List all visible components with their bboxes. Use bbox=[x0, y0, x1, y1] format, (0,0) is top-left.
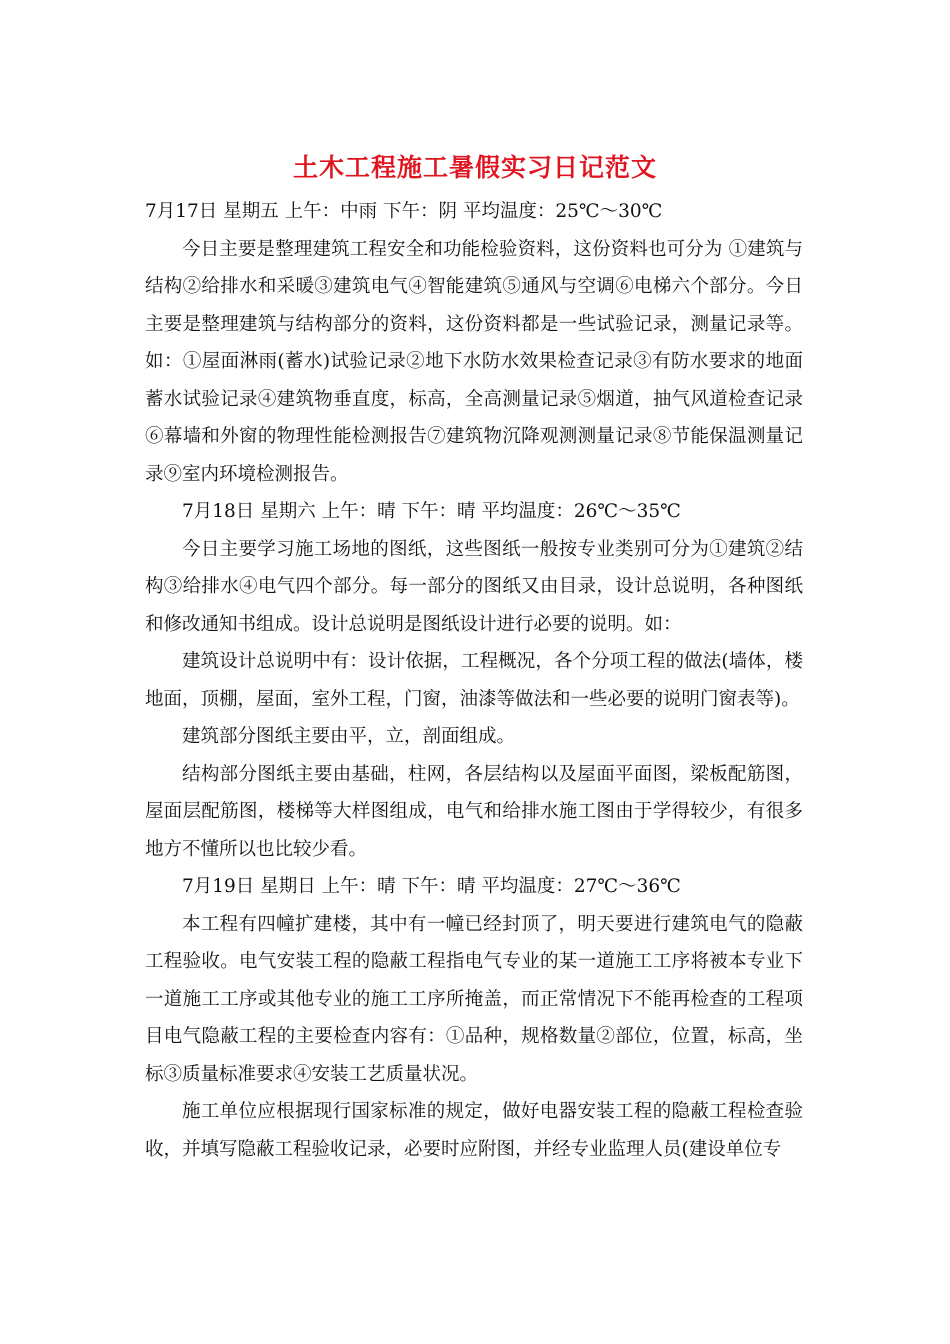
document-body bbox=[145, 193, 803, 1168]
body-paragraph: 建筑部分图纸主要由平，立，剖面组成。 bbox=[182, 726, 516, 747]
body-paragraph: 今日主要学习施工场地的图纸，这些图纸一般按专业类别可分为①建筑②结构③给排水④电气四个部分。每一部分的图纸又由目录，设计总说明，各种图纸和修改通知书组成。设计总说明是图纸设计进行必要的说明。如： bbox=[145, 538, 803, 635]
document-title: 土木工程施工暑假实习日记范文 bbox=[292, 153, 657, 182]
body-paragraph: 建筑设计总说明中有：设计依据，工程概况，各个分项工程的做法(墙体，楼地面，顶棚，屋面，室外工程，门窗，油漆等做法和一些必要的说明门窗表等)。 bbox=[145, 651, 803, 710]
diary-date-line: 7月18日 星期六 上午：晴 下午：晴 平均温度：26℃～35℃ bbox=[182, 501, 681, 522]
body-paragraph: 本工程有四幢扩建楼，其中有一幢已经封顶了，明天要进行建筑电气的隐蔽工程验收。电气安装工程的隐蔽工程指电气专业的某一道施工工序将被本专业下一道施工工序或其他专业的施工工序所掩盖，而正常情况下不能再检查的工程项目电气隐蔽工程的主要检查内容有：①品种，规格数量②部位，位置，标高，坐标③质量标准要求④安装工艺质量状况。 bbox=[145, 913, 803, 1085]
body-paragraph: 今日主要是整理建筑工程安全和功能检验资料，这份资料也可分为 ①建筑与结构②给排水和采暖③建筑电气④智能建筑⑤通风与空调⑥电梯六个部分。今日主要是整理建筑与结构部分的资料，这份资料都是一些试验记录，测量记录等。如：①屋面淋雨(蓄水)试验记录②地下水防水效果检查记录③有防水要求的地面蓄水试验记录④建筑物垂直度，标高，全高测量记录⑤烟道，抽气风道检查记录⑥幕墙和外窗的物理性能检测报告⑦建筑物沉降观测测量记录⑧节能保温测量记录⑨室内环境检测报告。 bbox=[145, 238, 803, 485]
body-paragraph: 结构部分图纸主要由基础，柱网，各层结构以及屋面平面图，梁板配筋图，屋面层配筋图，楼梯等大样图组成，电气和给排水施工图由于学得较少，有很多地方不懂所以也比较少看。 bbox=[145, 763, 803, 860]
diary-date-line: 7月19日 星期日 上午：晴 下午：晴 平均温度：27℃～36℃ bbox=[182, 876, 681, 897]
diary-date-line: 7月17日 星期五 上午：中雨 下午：阴 平均温度：25℃～30℃ bbox=[145, 201, 663, 222]
body-paragraph: 施工单位应根据现行国家标准的规定，做好电器安装工程的隐蔽工程检查验收，并填写隐蔽工程验收记录，必要时应附图，并经专业监理人员(建设单位专 bbox=[145, 1101, 803, 1160]
